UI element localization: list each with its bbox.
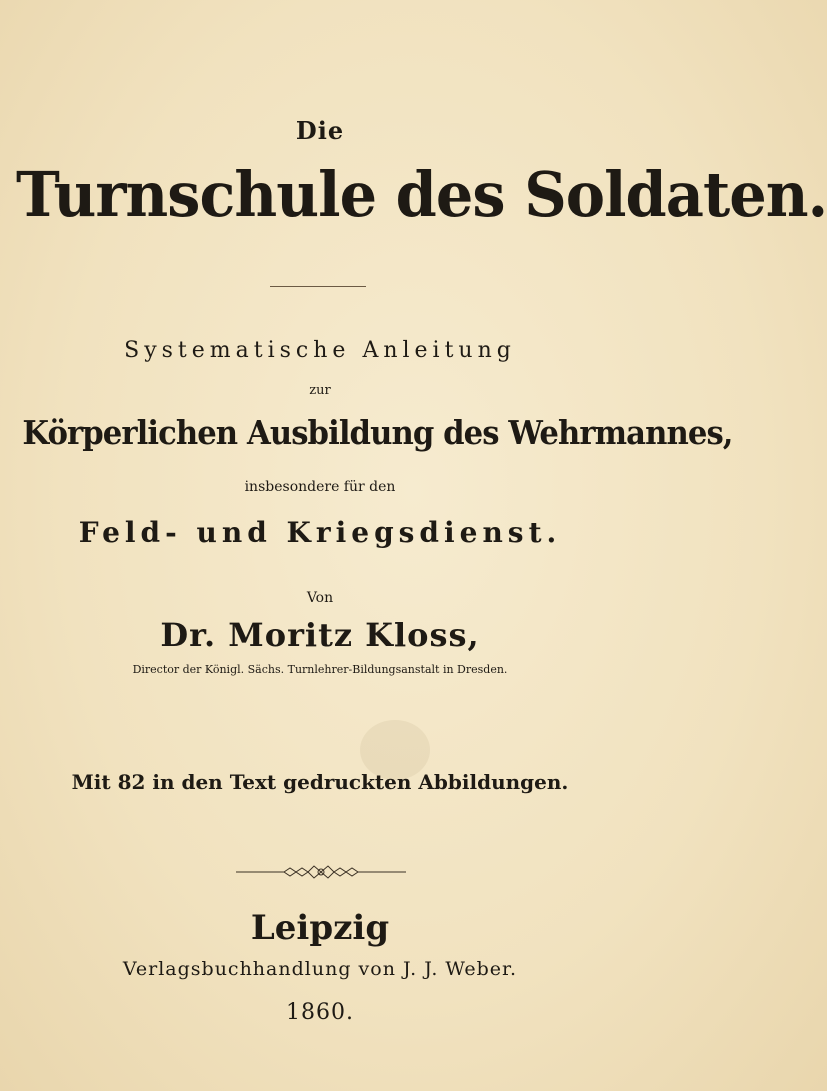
connector-word: zur bbox=[309, 383, 331, 398]
author-role: Director der Königl. Sächs. Turnlehrer-Bildungsanstalt in Dresden. bbox=[132, 663, 508, 676]
publication-city: Leipzig bbox=[250, 908, 390, 948]
service-line: Feld- und Kriegsdienst. bbox=[78, 516, 562, 549]
publisher-line: Verlagsbuchhandlung von J. J. Weber. bbox=[122, 958, 518, 980]
title-article: Die bbox=[295, 116, 345, 145]
author-name: Dr. Moritz Kloss, bbox=[160, 616, 480, 654]
by-line: Von bbox=[306, 590, 334, 606]
qualifier-line: insbesondere für den bbox=[244, 479, 396, 495]
ornamental-divider-icon bbox=[236, 862, 406, 882]
title-divider bbox=[270, 286, 366, 287]
publication-year: 1860. bbox=[286, 1000, 354, 1025]
subject-line: Körperlichen Ausbildung des Wehrmannes, bbox=[22, 413, 733, 452]
illustrations-note: Mit 82 in den Text gedruckten Abbildungen. bbox=[71, 770, 569, 794]
book-title: Turnschule des Soldaten. bbox=[16, 158, 827, 231]
subtitle: Systematische Anleitung bbox=[124, 338, 516, 363]
